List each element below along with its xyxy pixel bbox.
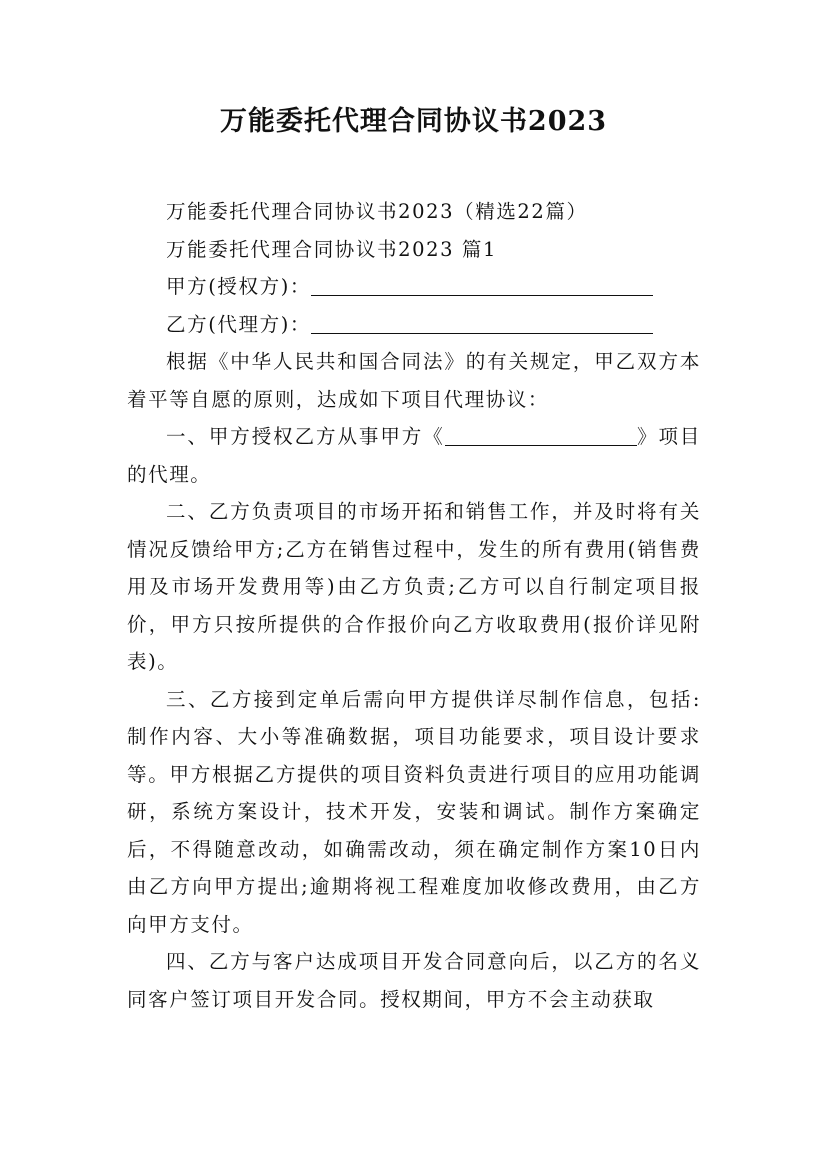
party-a-line: [127, 268, 701, 306]
project-name-blank: [445, 425, 637, 446]
party-b-label: 乙方(代理方)：: [166, 312, 312, 336]
intro-line: 万能委托代理合同协议书2023（精选22篇）: [166, 200, 588, 223]
clause-1-paragraph: [127, 418, 701, 493]
document-body: [127, 193, 701, 1018]
subtitle-line: 万能委托代理合同协议书2023 篇1: [166, 237, 498, 261]
party-b-line: [127, 306, 701, 344]
party-a-blank: [311, 275, 653, 296]
document-title: 万能委托代理合同协议书2023: [219, 106, 608, 137]
party-a-label: 甲方(授权方)：: [166, 275, 312, 298]
clause-1-text-after: 》项目的代理。: [127, 425, 701, 486]
party-b-blank: [311, 313, 653, 334]
clause-4-paragraph: 四、乙方与客户达成项目开发合同意向后，以乙方的名义同客户签订项目开发合同。授权期间，甲方不会主动获取: [127, 950, 701, 1011]
clause-1-text-before: 一、甲方授权乙方从事甲方《: [166, 425, 445, 448]
clause-2-paragraph: 二、乙方负责项目的市场开拓和销售工作，并及时将有关情况反馈给甲方;乙方在销售过程中，发生的所有费用(销售费用及市场开发费用等)由乙方负责;乙方可以自行制定项目报价，甲方只按所提供的合作报价向乙方收取费用(报价详见附表)。: [127, 500, 701, 673]
clause-3-paragraph: 三、乙方接到定单后需向甲方提供详尽制作信息，包括:制作内容、大小等准确数据，项目功能要求，项目设计要求等。甲方根据乙方提供的项目资料负责进行项目的应用功能调研，系统方案设计，技术开发，安装和调试。制作方案确定后，不得随意改动，如确需改动，须在确定制作方案10日内由乙方向甲方提出;逾期将视工程难度加收修改费用，由乙方向甲方支付。: [127, 687, 701, 936]
preamble-paragraph: 根据《中华人民共和国合同法》的有关规定，甲乙双方本着平等自愿的原则，达成如下项目代理协议：: [127, 350, 701, 411]
